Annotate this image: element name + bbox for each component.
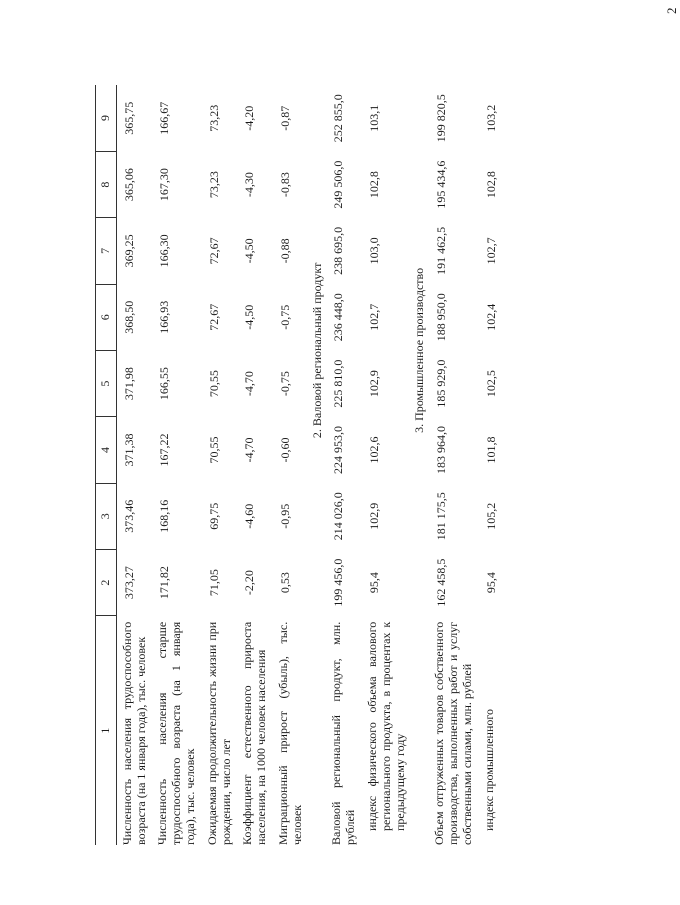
- table-cell: 166,55: [157, 367, 172, 401]
- table-cell: 365,06: [121, 168, 136, 202]
- table-cell: -4,70: [242, 437, 257, 463]
- column-header: 2: [96, 549, 117, 615]
- table-cell: 236 448,0: [331, 293, 346, 342]
- statistics-table-rotated: [95, 85, 520, 845]
- table-cell: -0,87: [277, 105, 292, 131]
- section-title: 3. Промышленное производство: [412, 267, 427, 433]
- table-cell: 171,82: [157, 566, 172, 600]
- column-header: 7: [96, 218, 117, 284]
- row-label: Численность населения старше трудоспособного возраста (на 1 января года), тыс. человек: [155, 621, 197, 845]
- table-cell: 168,16: [157, 499, 172, 533]
- table-cell: 199 456,0: [331, 558, 346, 607]
- table-cell: 183 964,0: [434, 425, 449, 474]
- table-row: [273, 85, 309, 845]
- table-cell: -0,83: [277, 172, 292, 198]
- table-cell: 105,2: [483, 502, 498, 530]
- table-cell: 365,75: [121, 101, 136, 135]
- table-cell: 195 434,6: [434, 160, 449, 209]
- column-header: 8: [96, 151, 117, 217]
- table-cell: 70,55: [206, 370, 221, 398]
- table-cell: 69,75: [206, 502, 221, 530]
- table-cell: 72,67: [206, 303, 221, 331]
- row-label: индекс физического объема валового регионального продукта, в процентах к предыдущему году: [364, 621, 407, 831]
- table-cell: 166,30: [157, 234, 172, 268]
- table-cell: 102,7: [366, 303, 381, 331]
- column-header: 5: [96, 350, 117, 416]
- table-cell: 252 855,0: [331, 94, 346, 143]
- table-cell: 71,05: [206, 569, 221, 597]
- table-cell: 167,30: [157, 168, 172, 202]
- row-label: Объем отгруженных товаров собственного производства, выполненных работ и услуг собственными силами, млн. рублей: [432, 621, 474, 845]
- row-label: Миграционный прирост (убыль), тыс. человек: [275, 621, 304, 845]
- column-header: 1: [96, 616, 117, 845]
- table-cell: -4,60: [242, 503, 257, 529]
- table-cell: -4,30: [242, 172, 257, 198]
- table-cell: 191 462,5: [434, 226, 449, 275]
- table-cell: 103,0: [366, 237, 381, 265]
- table-cell: 102,5: [483, 370, 498, 398]
- table-cell: 166,93: [157, 300, 172, 334]
- table-cell: 102,6: [366, 436, 381, 464]
- row-label: индекс промышленного: [481, 708, 496, 831]
- table-row: [202, 85, 238, 845]
- table-cell: -0,75: [277, 371, 292, 397]
- table-row: [152, 85, 201, 845]
- table-cell: -0,75: [277, 304, 292, 330]
- table-cell: 181 175,5: [434, 492, 449, 541]
- table-row: [326, 85, 362, 845]
- table-cell: 368,50: [121, 300, 136, 334]
- table-cell: 95,4: [483, 572, 498, 594]
- column-header: 6: [96, 284, 117, 350]
- table-cell: 249 506,0: [331, 160, 346, 209]
- table-cell: 102,9: [366, 370, 381, 398]
- table-cell: 188 950,0: [434, 293, 449, 342]
- table-cell: 373,46: [121, 499, 136, 533]
- row-label: Численность населения трудоспособного возраста (на 1 января года), тыс. человек: [119, 621, 148, 845]
- table-cell: -4,50: [242, 304, 257, 330]
- table-cell: 102,8: [483, 171, 498, 199]
- table-cell: 225 810,0: [331, 359, 346, 408]
- section-heading-row: [309, 85, 327, 845]
- table-cell: 102,9: [366, 502, 381, 530]
- table-cell: 224 953,0: [331, 425, 346, 474]
- table-cell: 102,7: [483, 237, 498, 265]
- statistics-table: [95, 85, 502, 845]
- table-cell: 373,27: [121, 566, 136, 600]
- table-cell: -0,95: [277, 503, 292, 529]
- row-label: Ожидаемая продолжительность жизни при рождении, число лет: [204, 621, 233, 845]
- header-row: [96, 85, 117, 845]
- section-heading-row: [411, 85, 429, 845]
- table-cell: -4,20: [242, 105, 257, 131]
- table-cell: 238 695,0: [331, 226, 346, 275]
- table-cell: 72,67: [206, 237, 221, 265]
- table-row: [362, 85, 411, 845]
- table-cell: 103,1: [366, 104, 381, 132]
- table-row: [429, 85, 478, 845]
- table-cell: 162 458,5: [434, 558, 449, 607]
- table-cell: 0,53: [277, 572, 292, 594]
- row-label: Коэффициент естественного прироста населения, на 1000 человек населения: [240, 621, 269, 845]
- row-label: Валовой региональный продукт, млн. рублей: [329, 621, 358, 845]
- table-cell: 102,4: [483, 303, 498, 331]
- column-header: 4: [96, 417, 117, 483]
- table-cell: 369,25: [121, 234, 136, 268]
- table-cell: 70,55: [206, 436, 221, 464]
- table-row: [479, 85, 503, 845]
- table-cell: 166,67: [157, 101, 172, 135]
- table-cell: 167,22: [157, 433, 172, 467]
- table-cell: -4,70: [242, 371, 257, 397]
- table-cell: 371,98: [121, 367, 136, 401]
- table-cell: -0,88: [277, 238, 292, 264]
- section-title: 2. Валовой региональный продукт: [309, 262, 324, 439]
- table-cell: 95,4: [366, 572, 381, 594]
- table-cell: -2,20: [242, 570, 257, 596]
- column-header: 3: [96, 483, 117, 549]
- table-cell: 199 820,5: [434, 94, 449, 143]
- table-cell: 101,8: [483, 436, 498, 464]
- table-cell: 73,23: [206, 171, 221, 199]
- table-row: [237, 85, 273, 845]
- table-cell: 214 026,0: [331, 492, 346, 541]
- table-cell: 185 929,0: [434, 359, 449, 408]
- table-cell: 371,38: [121, 433, 136, 467]
- table-cell: 103,2: [483, 104, 498, 132]
- table-row: [116, 85, 152, 845]
- page-number: 2: [664, 7, 679, 14]
- table-cell: 73,23: [206, 104, 221, 132]
- column-header: 9: [96, 85, 117, 151]
- table-cell: 102,8: [366, 171, 381, 199]
- table-cell: -0,60: [277, 437, 292, 463]
- table-cell: -4,50: [242, 238, 257, 264]
